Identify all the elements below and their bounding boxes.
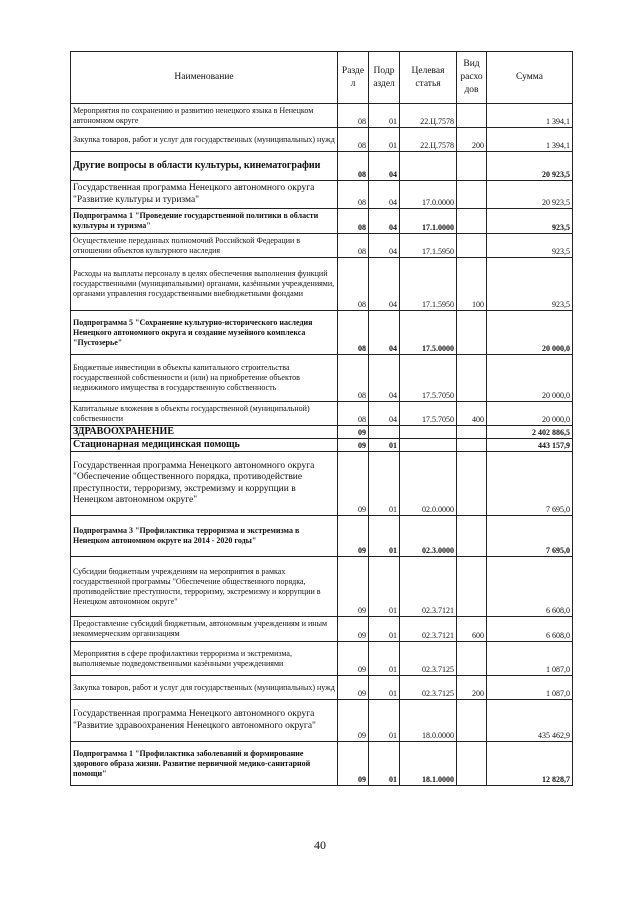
row-sum-cell: 1 394,1 xyxy=(487,128,573,152)
row-podrazdel-cell: 04 xyxy=(369,258,400,311)
row-sum-cell: 2 402 886,5 xyxy=(487,426,573,439)
row-razdel-cell: 09 xyxy=(338,557,369,617)
row-target-article-cell xyxy=(400,426,457,439)
row-sum-cell: 1 394,1 xyxy=(487,104,573,128)
row-expense-type-cell xyxy=(457,355,487,402)
row-target-article-cell: 17.5.7050 xyxy=(400,402,457,426)
table-row xyxy=(71,258,573,311)
row-sum-cell: 6 608,0 xyxy=(487,617,573,642)
page-number: 40 xyxy=(314,838,326,852)
row-name-cell: Предоставление субсидий бюджетным, автономным учреждениям и иным некоммерческим организациям xyxy=(71,617,338,642)
table-row xyxy=(71,742,573,786)
row-name-cell: Мероприятия по сохранению и развитию ненецкого языка в Ненецком автономном округе xyxy=(71,104,338,128)
row-podrazdel-cell: 01 xyxy=(369,700,400,742)
table-row xyxy=(71,452,573,516)
row-podrazdel-cell: 01 xyxy=(369,676,400,700)
row-sum-cell: 20 000,0 xyxy=(487,402,573,426)
row-name-cell: Государственная программа Ненецкого автономного округа "Обеспечение общественного порядка, противодействие преступности, терроризму, экстремизму и коррупции в Ненецком автономном округе" xyxy=(71,452,338,516)
row-razdel-cell: 08 xyxy=(338,311,369,355)
row-expense-type-cell xyxy=(457,152,487,181)
row-name-cell: Осуществление переданных полномочий Российской Федерации в отношении объектов культурного наследия xyxy=(71,234,338,258)
row-name-cell: Расходы на выплаты персоналу в целях обеспечения выполнения функций государственными (муниципальными) органами, казёнными учреждениями, органами управления государственными внебюджетными фондами xyxy=(71,258,338,311)
header-name: Наименование xyxy=(71,52,338,104)
row-target-article-cell: 17.5.0000 xyxy=(400,311,457,355)
row-target-article-cell: 22.Ц.7578 xyxy=(400,128,457,152)
row-razdel-cell: 09 xyxy=(338,700,369,742)
row-razdel-cell: 09 xyxy=(338,426,369,439)
row-name-cell: Подпрограмма 5 "Сохранение культурно-исторического наследия Ненецкого автономного округа и создание музейного комплекса "Пустозерье" xyxy=(71,311,338,355)
row-razdel-cell: 08 xyxy=(338,209,369,234)
row-sum-cell: 1 087,0 xyxy=(487,642,573,676)
row-target-article-cell: 02.0.0000 xyxy=(400,452,457,516)
table-row xyxy=(71,234,573,258)
row-target-article-cell: 17.5.7050 xyxy=(400,355,457,402)
row-razdel-cell: 08 xyxy=(338,104,369,128)
row-target-article-cell: 02.3.0000 xyxy=(400,516,457,557)
row-sum-cell: 7 695,0 xyxy=(487,516,573,557)
row-target-article-cell: 18.0.0000 xyxy=(400,700,457,742)
row-name-cell: Бюджетные инвестиции в объекты капитального строительства государственной собственности и (или) на приобретение объектов недвижимого имущества в государственную собственность xyxy=(71,355,338,402)
row-expense-type-cell xyxy=(457,642,487,676)
row-podrazdel-cell: 04 xyxy=(369,402,400,426)
row-target-article-cell: 22.Ц.7578 xyxy=(400,104,457,128)
row-podrazdel-cell: 04 xyxy=(369,355,400,402)
row-expense-type-cell xyxy=(457,700,487,742)
row-name-cell: Субсидии бюджетным учреждениям на мероприятия в рамках государственной программы "Обеспечение общественного порядка, противодействие преступности, терроризму, экстремизму и коррупции в Ненецком автономном округе" xyxy=(71,557,338,617)
row-name-cell: Государственная программа Ненецкого автономного округа "Развитие культуры и туризма" xyxy=(71,181,338,209)
table-row xyxy=(71,426,573,439)
table-row xyxy=(71,700,573,742)
row-name-cell: Подпрограмма 1 "Профилактика заболеваний и формирование здорового образа жизни. Развитие первичной медико-санитарной помощи" xyxy=(71,742,338,786)
row-name-cell: Подпрограмма 1 "Проведение государственной политики в области культуры и туризма" xyxy=(71,209,338,234)
table-row xyxy=(71,355,573,402)
row-podrazdel-cell: 04 xyxy=(369,152,400,181)
row-sum-cell: 12 828,7 xyxy=(487,742,573,786)
row-podrazdel-cell: 01 xyxy=(369,516,400,557)
table-row xyxy=(71,152,573,181)
row-razdel-cell: 09 xyxy=(338,642,369,676)
row-expense-type-cell: 100 xyxy=(457,258,487,311)
row-podrazdel-cell: 01 xyxy=(369,452,400,516)
row-podrazdel-cell: 01 xyxy=(369,439,400,452)
row-name-cell: Другие вопросы в области культуры, кинематографии xyxy=(71,152,338,181)
row-sum-cell: 923,5 xyxy=(487,234,573,258)
row-sum-cell: 923,5 xyxy=(487,258,573,311)
row-name-cell: Государственная программа Ненецкого автономного округа "Развитие здравоохранения Ненецкого автономного округа" xyxy=(71,700,338,742)
row-sum-cell: 7 695,0 xyxy=(487,452,573,516)
row-sum-cell: 20 923,5 xyxy=(487,152,573,181)
budget-table xyxy=(70,51,573,786)
row-sum-cell: 923,5 xyxy=(487,209,573,234)
row-target-article-cell: 18.1.0000 xyxy=(400,742,457,786)
table-row xyxy=(71,557,573,617)
row-name-cell: Мероприятия в сфере профилактики терроризма и экстремизма, выполняемые подведомственными казёнными учреждениями xyxy=(71,642,338,676)
header-target-article: Целевая статья xyxy=(400,52,457,104)
row-razdel-cell: 09 xyxy=(338,516,369,557)
row-razdel-cell: 09 xyxy=(338,676,369,700)
row-target-article-cell: 02.3.7121 xyxy=(400,617,457,642)
row-expense-type-cell xyxy=(457,516,487,557)
row-razdel-cell: 09 xyxy=(338,742,369,786)
row-target-article-cell xyxy=(400,439,457,452)
table-row xyxy=(71,402,573,426)
row-expense-type-cell: 200 xyxy=(457,128,487,152)
header-expense-type: Вид расхо дов xyxy=(457,52,487,104)
table-row xyxy=(71,311,573,355)
row-expense-type-cell xyxy=(457,209,487,234)
row-expense-type-cell xyxy=(457,742,487,786)
row-sum-cell: 6 608,0 xyxy=(487,557,573,617)
row-name-cell: Стационарная медицинская помощь xyxy=(71,439,338,452)
row-name-cell: Закупка товаров, работ и услуг для государственных (муниципальных) нужд xyxy=(71,128,338,152)
row-target-article-cell xyxy=(400,152,457,181)
row-expense-type-cell: 400 xyxy=(457,402,487,426)
row-expense-type-cell xyxy=(457,557,487,617)
table-row xyxy=(71,181,573,209)
row-expense-type-cell xyxy=(457,181,487,209)
row-name-cell: Подпрограмма 3 "Профилактика терроризма и экстремизма в Ненецком автономном округе на 2014 - 2020 годы" xyxy=(71,516,338,557)
header-razdel: Разде л xyxy=(338,52,369,104)
row-target-article-cell: 02.3.7125 xyxy=(400,642,457,676)
row-expense-type-cell xyxy=(457,311,487,355)
row-name-cell: Капитальные вложения в объекты государственной (муниципальной) собственности xyxy=(71,402,338,426)
row-razdel-cell: 09 xyxy=(338,452,369,516)
header-podrazdel: Подр аздел xyxy=(369,52,400,104)
row-razdel-cell: 08 xyxy=(338,181,369,209)
row-sum-cell: 20 000,0 xyxy=(487,355,573,402)
row-podrazdel-cell: 01 xyxy=(369,557,400,617)
table-row xyxy=(71,209,573,234)
row-target-article-cell: 02.3.7125 xyxy=(400,676,457,700)
table-row xyxy=(71,516,573,557)
row-podrazdel-cell: 04 xyxy=(369,181,400,209)
row-podrazdel-cell: 01 xyxy=(369,642,400,676)
row-expense-type-cell xyxy=(457,426,487,439)
row-podrazdel-cell: 04 xyxy=(369,311,400,355)
row-target-article-cell: 02.3.7121 xyxy=(400,557,457,617)
table-row xyxy=(71,439,573,452)
row-expense-type-cell xyxy=(457,104,487,128)
row-target-article-cell: 17.1.0000 xyxy=(400,209,457,234)
row-podrazdel-cell: 01 xyxy=(369,128,400,152)
row-expense-type-cell xyxy=(457,234,487,258)
row-podrazdel-cell: 04 xyxy=(369,234,400,258)
table-row xyxy=(71,128,573,152)
row-name-cell: ЗДРАВООХРАНЕНИЕ xyxy=(71,426,338,439)
row-sum-cell: 435 462,9 xyxy=(487,700,573,742)
table-row xyxy=(71,104,573,128)
row-expense-type-cell xyxy=(457,439,487,452)
row-target-article-cell: 17.1.5950 xyxy=(400,234,457,258)
row-sum-cell: 20 000,0 xyxy=(487,311,573,355)
row-podrazdel-cell xyxy=(369,426,400,439)
table-row xyxy=(71,642,573,676)
row-name-cell: Закупка товаров, работ и услуг для государственных (муниципальных) нужд xyxy=(71,676,338,700)
row-expense-type-cell: 200 xyxy=(457,676,487,700)
row-sum-cell: 1 087,0 xyxy=(487,676,573,700)
row-razdel-cell: 08 xyxy=(338,258,369,311)
table-row xyxy=(71,617,573,642)
row-podrazdel-cell: 01 xyxy=(369,742,400,786)
row-sum-cell: 443 157,9 xyxy=(487,439,573,452)
table-header-row xyxy=(71,52,573,104)
row-target-article-cell: 17.0.0000 xyxy=(400,181,457,209)
row-razdel-cell: 08 xyxy=(338,234,369,258)
row-target-article-cell: 17.1.5950 xyxy=(400,258,457,311)
row-razdel-cell: 09 xyxy=(338,617,369,642)
row-sum-cell: 20 923,5 xyxy=(487,181,573,209)
table-body xyxy=(71,104,573,786)
row-razdel-cell: 08 xyxy=(338,402,369,426)
row-razdel-cell: 08 xyxy=(338,355,369,402)
row-expense-type-cell xyxy=(457,452,487,516)
row-expense-type-cell: 600 xyxy=(457,617,487,642)
row-podrazdel-cell: 04 xyxy=(369,209,400,234)
row-razdel-cell: 08 xyxy=(338,128,369,152)
row-razdel-cell: 08 xyxy=(338,152,369,181)
row-podrazdel-cell: 01 xyxy=(369,104,400,128)
row-podrazdel-cell: 01 xyxy=(369,617,400,642)
row-razdel-cell: 09 xyxy=(338,439,369,452)
header-sum: Сумма xyxy=(487,52,573,104)
table-row xyxy=(71,676,573,700)
